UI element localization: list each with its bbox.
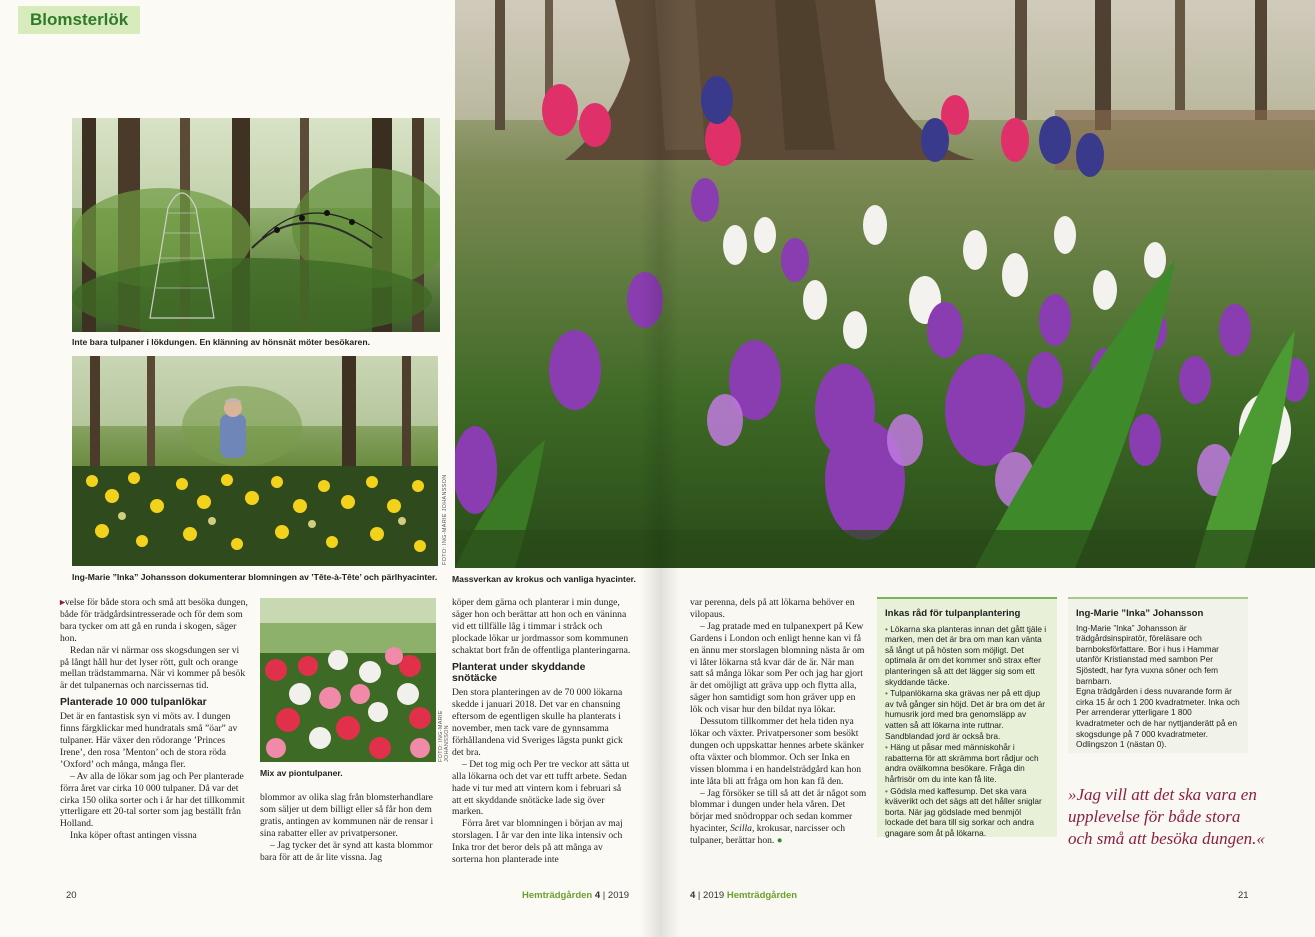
col3-p1: köper dem gärna och planterar i min dunge, säger hon och berättar att hon och en väninna vid ett tillfälle låg i timmar i stråck och plockade lökar ur jordmassor som kommunen schaktat bort från de offentliga planteringarna. (452, 597, 631, 656)
subheading-planterade: Planterade 10 000 tulpanlökar (60, 697, 207, 709)
folio-right: 4 | 2019 Hemträdgården (690, 890, 798, 901)
col4-p4-end: , krokusar, narcisser och tulpaner, berättar hon. (690, 823, 846, 847)
folio-right-brand: Hemträdgården (726, 890, 798, 901)
bio-title: Ing-Marie ”Inka” Johansson (1076, 608, 1204, 619)
body-column-1 (60, 597, 250, 842)
tips-box (877, 597, 1057, 837)
col1-p5: Inka köper oftast antingen vissna (70, 830, 197, 842)
bio-box (1068, 597, 1248, 753)
col4-scilla: Scilla (730, 823, 752, 835)
photo-woman-daffodils (72, 356, 438, 566)
col2-p2: – Jag tycker det är synd att kasta blommor bara för att de är lite vissna. Jag (260, 839, 433, 863)
folio-left: Hemträdgården 4 | 2019 (522, 890, 630, 901)
caption-photo3: Massverkan av krokus och vanliga hyacinter. (452, 574, 636, 584)
col3-p4: Förra året var blomningen i början av maj storslagen. I år var den inte lika intensiv och Inka tror det beror dels på att många av sorterna hon planterade inte (452, 818, 623, 866)
photo-wire-dress (72, 118, 440, 332)
col2-p1: blommor av olika slag från blomsterhandlare som säljer ut dem billigt eller så får hon dem gratis, antingen av kommunen när de rensar i sina rabatter eller av privatpersoner. (260, 792, 434, 839)
spine-gutter (640, 0, 680, 937)
bullet-icon: • (885, 623, 891, 634)
credit-photo2: FOTO: ING-MARIE JOHANSSON (442, 474, 448, 565)
section-tag: Blomsterlök (18, 6, 140, 34)
tips-item: • Häng ut påsar med människohår i rabatterna för att skrämma bort rådjur och andra ovälkomna besökare. Fråga din hårfrisör om du inte kan få lite. (885, 742, 1039, 784)
col4-p2: – Jag pratade med en tulpanexpert på Kew Gardens i London och enligt henne kan vi få en ännu mer storslagen blomning nästa år om vi låter lökarna stå kvar där de är. När man satt så många lökar som Per och jag har gjort är det omöjligt att gräva upp och flytta alla, säger hon samtidigt som hon gräver upp en lök och visar hur den bildat nya lökar. (690, 620, 865, 716)
photo-peony-tulips (260, 598, 436, 762)
bio-text-1: Ing-Marie ”Inka” Johansson är trädgårdsinspiratör, föreläsare och barnboksförfattare. Bor i hus i Hammar utanför Kristianstad med sambon Per Sjöstedt, har fyra vuxna söner och fem barnbarn. (1076, 622, 1219, 686)
col1-p2: Redan när vi närmar oss skogsdungen ser vi på långt håll hur det lyser rött, gult och orange mellan trädstammarna. När vi kommer på besök är det tulpanernas och narcissernas tid. (60, 644, 246, 692)
caption-photo2: Ing-Marie ”Inka” Johansson dokumenterar blomningen av ’Tête-à-Tête’ och pärlhyacinter. (72, 572, 438, 582)
subheading-snotacke: Planterat under skyddande snötäcke (452, 661, 586, 685)
col4-p1: var perenna, dels på att lökarna behöver en vilopaus. (690, 597, 855, 620)
bullet-icon: • (885, 688, 891, 699)
tips-item: • Lökarna ska planteras innan det gått tjäle i marken, men det är bra om man kan vänta så långt ut på hösten som möjligt. Det optimala är om det kommer snö strax efter planteringen så att det lägger sig som ett skyddande täcke. (885, 623, 1047, 687)
folio-left-issue: 4 (594, 890, 601, 901)
bullet-icon: • (885, 742, 891, 753)
pull-quote: »Jag vill att det ska vara en upplevelse för både stora och små att besöka dungen.« (1068, 785, 1265, 848)
col1-p3: Det är en fantastisk syn vi möts av. I dungen finns färgklickar med hundratals små ”öar” av tulpaner. Här växer den rödorange ’Princes Irene’, den rosa ’Menton’ och de stora röda ’Oxford’ och många, många fler. (60, 711, 238, 770)
body-column-3 (452, 597, 632, 866)
photo-crocus-hyacinths (455, 0, 1315, 568)
caption-photo4: Mix av piontulpaner. (260, 768, 343, 778)
col3-p3: – Det tog mig och Per tre veckor att sätta ut alla lökarna och det var ett tufft arbete. Sedan hade vi tur med att vintern kom i februari så att ett skyddande snötäcke lade sig över marken. (452, 758, 630, 818)
article-end-icon: ● (776, 835, 783, 847)
tips-item: • Gödsla med kaffesump. Det ska vara kväverikt och det sägs att det håller sniglar borta. När jag gödslade med benmjöl lockade det bara till sig sorkar och andra gnagare som åt på lökarna. (885, 785, 1042, 838)
folio-right-year: 2019 (703, 890, 725, 901)
page-number-right: 21 (1238, 890, 1249, 901)
caption-photo1: Inte bara tulpaner i lökdungen. En klänning av hönsnät möter besökaren. (72, 337, 370, 347)
bio-text-2: Egna trädgården i dess nuvarande form är cirka 15 år och 1 200 kvadratmeter. Inka och Per arrenderar ytterligare 1 800 kvadratmeter och de har nyttjanderätt på en skogsdunge på 7 000 kvadratmeter. Odlingszon 1 (nästan 0). (1076, 686, 1240, 750)
folio-left-brand: Hemträdgården (522, 890, 593, 901)
tips-title: Inkas råd för tulpanplantering (885, 608, 1021, 619)
col1-p1: velse för både stora och små att besöka dungen, både för trädgårdsintresserade och för dem som bara tycker om att gå en runda i skogen, säger hon. (60, 597, 248, 644)
body-column-2 (260, 792, 446, 863)
col3-p2: Den stora planteringen av de 70 000 lökarna skedde i januari 2018. Det var en chansning eftersom de egentligen skulle ha planterats i november, men tack vare de gynnsamma förhållandena vid Sveriges lägsta punkt gick det bra. (452, 687, 623, 758)
page-number-left: 20 (66, 890, 77, 901)
bullet-icon: • (885, 785, 891, 796)
tips-item: • Tulpanlökarna ska grävas ner på ett djup av två gånger sin höjd. Det är bra om det är humusrik jord med bra genomsläpp av vatten så att lökarna inte ruttnar. Sandblandad jord är också bra. (885, 688, 1046, 741)
col4-p4: – Jag försöker se till så att det är något som blommar i dungen under hela våren. Det börjar med snödroppar och sedan kommer hyacinter, (690, 787, 867, 835)
folio-right-issue: 4 (690, 890, 696, 901)
folio-left-year: 2019 (607, 890, 630, 901)
continued-arrow-icon: ▸ (60, 597, 65, 608)
credit-photo4: FOTO: ING-MARIE JOHANSSON (438, 710, 450, 762)
tips-list (885, 624, 1049, 839)
body-column-4 (690, 597, 868, 847)
col4-p3: Dessutom tillkommer det hela tiden nya lökar och växter. Privatpersoner som besökt dungen och uppskattar hennes arbete skänker ofta växter och blommor. Och ser Inka en vissen blomma i en handelsträdgård kan hon inte låta bli att fråga om hon kan få den. (690, 716, 864, 787)
col1-p4: – Av alla de lökar som jag och Per planterade förra året var cirka 10 000 tulpaner. Då var det cirka 150 olika sorter och i år har det tillkommit ytterligare ett 20-tal sorter som jag beställt från Holland. (60, 770, 245, 830)
